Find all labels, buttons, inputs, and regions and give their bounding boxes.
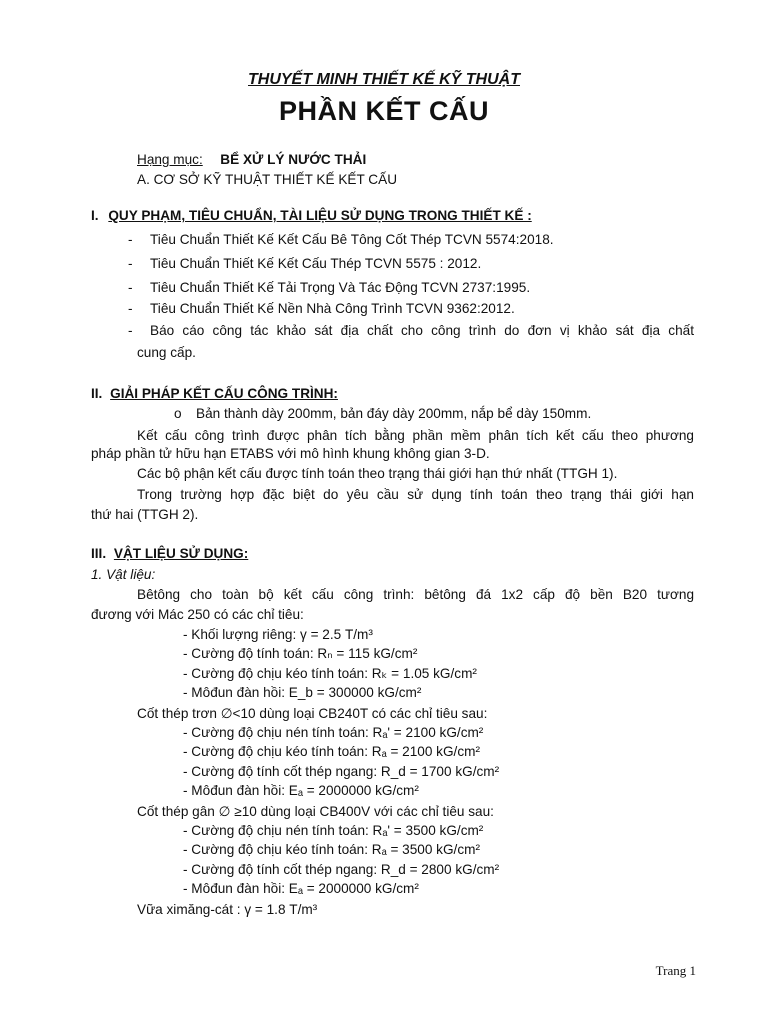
dash-marker: - — [128, 280, 133, 295]
hang-muc-line — [137, 152, 366, 167]
document-subtitle: PHẦN KẾT CẤU — [278, 96, 489, 126]
concrete-intro-line1: Bêtông cho toàn bộ kết cấu công trình: bêtông đá 1x2 cấp độ bền B20 tương — [137, 587, 694, 602]
plain-steel-transverse: - Cường độ tính cốt thép ngang: R_d = 1700 kG/cm² — [183, 764, 500, 779]
plain-steel-modulus: - Môđun đàn hồi: Eₐ = 2000000 kG/cm² — [183, 783, 419, 798]
limit-state-2-line1: Trong trường hợp đặc biệt do yêu cầu sử dụng tính toán theo trạng thái giới hạn — [137, 487, 694, 502]
standard-item-5-continued: cung cấp. — [137, 345, 196, 360]
section-a-heading: A. CƠ SỞ KỸ THUẬT THIẾT KẾ KẾT CẤU — [137, 172, 398, 187]
standard-item-4: Tiêu Chuẩn Thiết Kế Nền Nhà Công Trình TCVN 9362:2012. — [150, 301, 515, 316]
limit-state-2-line2: thứ hai (TTGH 2). — [91, 507, 199, 522]
plain-steel-compressive: - Cường độ chịu nén tính toán: Rₐ' = 2100 kG/cm² — [183, 725, 484, 740]
dash-marker: - — [128, 256, 133, 271]
standard-item-3: Tiêu Chuẩn Thiết Kế Tải Trọng Và Tác Động TCVN 2737:1995. — [150, 280, 531, 295]
section2-heading — [91, 386, 338, 401]
concrete-compressive-strength: - Cường độ tính toán: Rₙ = 115 kG/cm² — [183, 646, 418, 661]
limit-state-1-paragraph: Các bộ phận kết cấu được tính toán theo trạng thái giới hạn thứ nhất (TTGH 1). — [137, 466, 618, 481]
ribbed-steel-compressive: - Cường độ chịu nén tính toán: Rₐ' = 3500 kG/cm² — [183, 823, 484, 838]
concrete-modulus: - Môđun đàn hồi: E_b = 300000 kG/cm² — [183, 685, 422, 700]
plain-steel-intro: Cốt thép trơn ∅<10 dùng loại CB240T có các chỉ tiêu sau: — [137, 706, 488, 721]
mortar-density: Vữa ximăng-cát : γ = 1.8 T/m³ — [137, 902, 318, 917]
concrete-tensile-strength: - Cường độ chịu kéo tính toán: Rₖ = 1.05 kG/cm² — [183, 666, 477, 681]
analysis-paragraph-line1: Kết cấu công trình được phân tích bằng phần mềm phân tích kết cấu theo phương — [137, 428, 694, 443]
section2-title: GIẢI PHÁP KẾT CẤU CÔNG TRÌNH: — [110, 386, 338, 401]
section1-number: I. — [91, 208, 99, 223]
analysis-paragraph-line2: pháp phần tử hữu hạn ETABS với mô hình khung không gian 3-D. — [91, 446, 490, 461]
hang-muc-value: BỂ XỬ LÝ NƯỚC THẢI — [220, 152, 367, 167]
hang-muc-label: Hạng mục: — [137, 152, 203, 167]
ribbed-steel-modulus: - Môđun đàn hồi: Eₐ = 2000000 kG/cm² — [183, 881, 419, 896]
standard-item-5: Báo cáo công tác khảo sát địa chất cho công trình do đơn vị khảo sát địa chất — [150, 323, 694, 338]
section1-title: QUY PHẠM, TIÊU CHUẨN, TÀI LIỆU SỬ DỤNG TRONG THIẾT KẾ : — [108, 208, 532, 223]
concrete-intro-line2: đương với Mác 250 có các chỉ tiêu: — [91, 607, 304, 622]
plain-steel-tensile: - Cường độ chịu kéo tính toán: Rₐ = 2100 kG/cm² — [183, 744, 480, 759]
ribbed-steel-tensile: - Cường độ chịu kéo tính toán: Rₐ = 3500 kG/cm² — [183, 842, 480, 857]
standard-item-2: Tiêu Chuẩn Thiết Kế Kết Cấu Thép TCVN 5575 : 2012. — [150, 256, 482, 271]
dash-marker: - — [128, 232, 133, 247]
page-number: Trang 1 — [655, 963, 696, 978]
standard-item-1: Tiêu Chuẩn Thiết Kế Kết Cấu Bê Tông Cốt Thép TCVN 5574:2018. — [150, 232, 554, 247]
ribbed-steel-transverse: - Cường độ tính cốt thép ngang: R_d = 2800 kG/cm² — [183, 862, 500, 877]
section2-number: II. — [91, 386, 103, 401]
slab-thickness-bullet: Bản thành dày 200mm, bản đáy dày 200mm, nắp bể dày 150mm. — [196, 406, 592, 421]
section3-heading — [91, 546, 248, 561]
section1-heading — [91, 208, 532, 223]
materials-subheading: 1. Vật liệu: — [91, 567, 156, 582]
dash-marker: - — [128, 301, 133, 316]
section3-number: III. — [91, 546, 107, 561]
bullet-marker: o — [174, 406, 182, 421]
section3-title: VẬT LIỆU SỬ DỤNG: — [113, 546, 249, 561]
ribbed-steel-intro: Cốt thép gân ∅ ≥10 dùng loại CB400V với các chỉ tiêu sau: — [137, 804, 494, 819]
document-title: THUYẾT MINH THIẾT KẾ KỸ THUẬT — [248, 71, 520, 88]
concrete-density: - Khối lượng riêng: γ = 2.5 T/m³ — [183, 627, 373, 642]
dash-marker: - — [128, 323, 133, 338]
